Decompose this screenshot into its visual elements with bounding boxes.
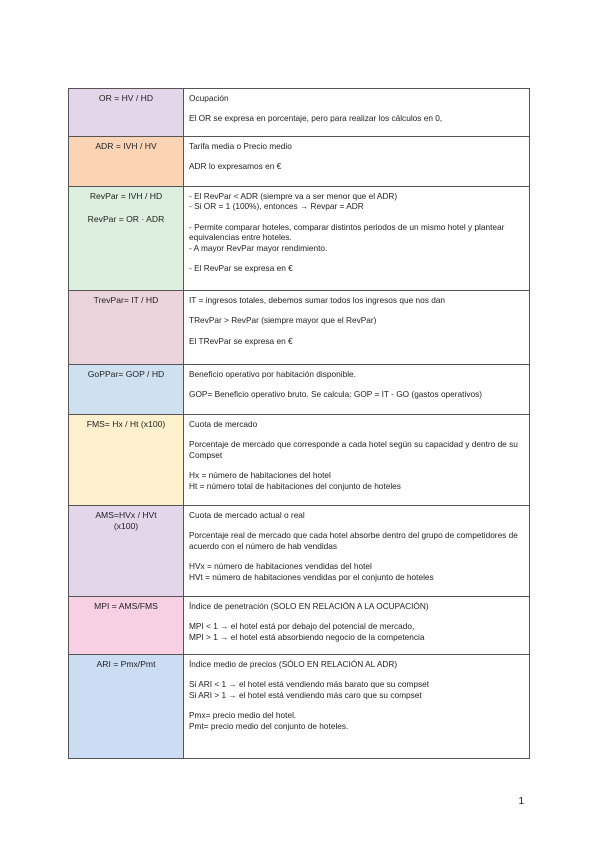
kpi-row [69, 365, 530, 415]
description-line: - El RevPar se expresa en € [189, 263, 293, 274]
description-line: Cuota de mercado [189, 419, 258, 429]
formula-text: RevPar = IVH / HD [89, 191, 163, 201]
description-cell [184, 137, 530, 187]
description-cell [184, 365, 530, 415]
kpi-row [69, 655, 530, 759]
formula-text: OR = HV / HD [98, 93, 154, 103]
description-cell [184, 506, 530, 597]
description-line: TRevPar > RevPar (siempre mayor que el RevPar) [189, 315, 377, 326]
kpi-row [69, 137, 530, 187]
kpi-row [69, 415, 530, 506]
kpi-table-body [69, 89, 530, 759]
formula-text: TrevPar= IT / HD [93, 295, 159, 305]
description-line: Hx = número de habitaciones del hotel [189, 470, 331, 481]
formula-cell [69, 506, 184, 597]
formula-cell [69, 187, 184, 291]
description-line: MPI > 1 → el hotel está absorbiendo negocio de la competencia [189, 631, 425, 642]
formula-text: AMS=HVx / HVt [95, 510, 157, 520]
description-line: - A mayor RevPar mayor rendimiento. [189, 242, 328, 253]
description-line: Cuota de mercado actual o real [189, 510, 305, 520]
description-line: GOP= Beneficio operativo bruto. Se calcula: GOP = IT - GO (gastos operativos) [189, 389, 482, 400]
kpi-row [69, 187, 530, 291]
kpi-formula-table [68, 88, 530, 759]
description-line: Si ARI < 1 → el hotel está vendiendo más barato que su compset [189, 679, 430, 690]
description-line: MPI < 1 → el hotel está por debajo del potencial de mercado, [189, 621, 415, 632]
kpi-row [69, 89, 530, 137]
formula-cell [69, 365, 184, 415]
kpi-row [69, 597, 530, 655]
formula-cell [69, 415, 184, 506]
description-line: El TRevPar se expresa en € [189, 335, 293, 346]
description-line: ADR lo expresamos en € [189, 161, 282, 172]
formula-text: FMS= Hx / Ht (x100) [86, 419, 166, 429]
description-line: Tarifa media o Precio medio [189, 141, 292, 151]
description-line: Si ARI > 1 → el hotel está vendiendo más caro que su compset [189, 689, 422, 700]
description-cell [184, 89, 530, 137]
description-line: Pmx= precio medio del hotel. [189, 710, 297, 721]
formula-text: RevPar = OR · ADR [87, 214, 165, 224]
formula-text: (x100) [113, 521, 139, 531]
description-line: HVx = número de habitaciones vendidas del hotel [189, 561, 372, 572]
description-cell [184, 597, 530, 655]
description-line: IT = ingresos totales, debemos sumar todos los ingresos que nos dan [189, 295, 446, 305]
description-line: El OR se expresa en porcentaje, pero para realizar los cálculos en 0, [189, 113, 443, 124]
formula-cell [69, 655, 184, 759]
description-line: HVt = número de habitaciones vendidas por el conjunto de hoteles [189, 571, 434, 582]
description-cell [184, 187, 530, 291]
description-line: Ht = número total de habitaciones del conjunto de hoteles [189, 480, 401, 491]
description-cell [184, 655, 530, 759]
formula-cell [69, 291, 184, 365]
formula-text: MPI = AMS/FMS [94, 601, 158, 611]
description-line: Índice medio de precios (SÓLO EN RELACIÓN AL ADR) [189, 659, 398, 669]
description-line: - El RevPar < ADR (siempre va a ser menor que el ADR) [189, 191, 398, 201]
kpi-row [69, 506, 530, 597]
kpi-row [69, 291, 530, 365]
description-line: - Permite comparar hoteles, comparar distintos periodos de un mismo hotel y plantear equivalencias entre hoteles. [189, 221, 505, 243]
description-line: Beneficio operativo por habitación disponible. [189, 369, 356, 379]
formula-text: GoPPar= GOP / HD [87, 369, 165, 379]
description-line: Porcentaje real de mercado que cada hotel absorbe dentro del grupo de competidores de acuerdo con el número de hab vendidas [189, 530, 518, 551]
description-line: Ocupación [189, 93, 229, 103]
formula-cell [69, 597, 184, 655]
page-number: 1 [518, 796, 524, 807]
description-line: Índice de penetración (SOLO EN RELACIÓN A LA OCUPACIÓN) [189, 601, 429, 611]
formula-text: ADR = IVH / HV [95, 141, 157, 151]
description-line: - Si OR = 1 (100%), entonces → Revpar = ADR [189, 201, 364, 212]
formula-cell [69, 137, 184, 187]
formula-text: ARI = Pmx/Pmt [96, 659, 156, 669]
description-line: Pmt= precio medio del conjunto de hoteles. [189, 720, 349, 731]
description-cell [184, 415, 530, 506]
description-line: Porcentaje de mercado que corresponde a cada hotel según su capacidad y dentro de su Compset [189, 439, 518, 460]
description-cell [184, 291, 530, 365]
formula-cell [69, 89, 184, 137]
